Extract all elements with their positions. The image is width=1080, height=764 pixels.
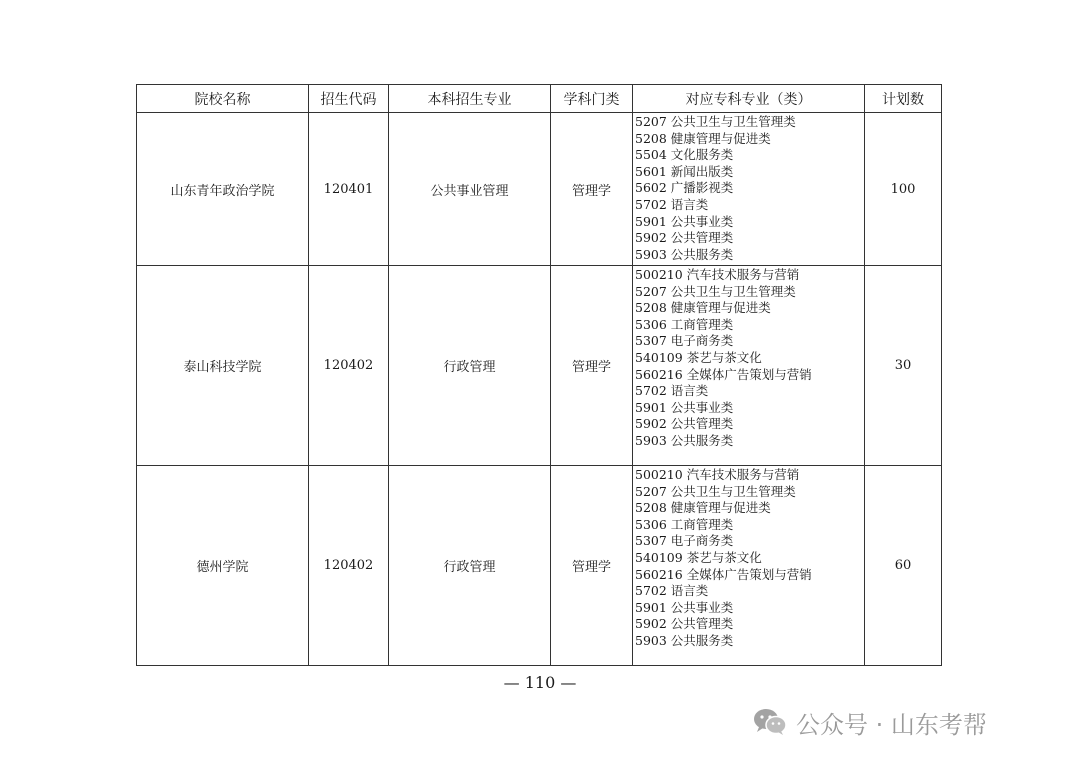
header-plan: 计划数 [865,85,942,113]
enrollment-code: 120402 [309,466,389,666]
associate-major-item: 500210 汽车技术服务与营销 [635,467,800,482]
enrollment-code: 120402 [309,266,389,466]
header-major: 本科招生专业 [389,85,551,113]
page-number: — 110 — [503,673,577,692]
associate-major-item: 5208 健康管理与促进类 [635,130,771,146]
table-header-row [137,85,942,113]
undergrad-major: 行政管理 [389,266,551,466]
undergrad-major: 公共事业管理 [389,113,551,266]
associate-major-item: 5901 公共事业类 [635,599,734,615]
associate-majors-list [633,266,865,466]
associate-major-item: 5207 公共卫生与卫生管理类 [635,114,796,129]
table-row [137,113,942,266]
associate-major-item: 560216 全媒体广告策划与营销 [635,366,812,382]
associate-major-item: 5902 公共管理类 [635,616,734,632]
associate-major-item: 5207 公共卫生与卫生管理类 [635,283,796,299]
associate-majors-list [633,113,865,266]
header-category: 学科门类 [551,85,633,113]
enrollment-code: 120401 [309,113,389,266]
table-row [137,466,942,666]
associate-major-item: 5903 公共服务类 [635,432,734,448]
discipline-category: 管理学 [551,266,633,466]
associate-major-item: 5903 公共服务类 [635,632,734,648]
associate-major-item: 5702 语言类 [635,383,709,399]
header-school: 院校名称 [137,85,309,113]
associate-major-item: 5306 工商管理类 [635,316,734,332]
watermark-text: 公众号 · 山东考帮 [796,710,987,739]
associate-major-item: 540109 茶艺与茶文化 [635,349,762,365]
associate-major-item: 5902 公共管理类 [635,230,734,246]
school-name: 山东青年政治学院 [137,113,309,266]
discipline-category: 管理学 [551,466,633,666]
admission-table-container [136,84,941,666]
associate-majors-list [633,466,865,666]
associate-major-item: 5307 电子商务类 [635,333,734,349]
associate-major-item: 5307 电子商务类 [635,533,734,549]
admission-table [136,84,942,666]
table-row [137,266,942,466]
header-code: 招生代码 [309,85,389,113]
associate-major-item: 5208 健康管理与促进类 [635,300,771,316]
associate-major-item: 500210 汽车技术服务与营销 [635,267,800,282]
header-associate-majors: 对应专科专业（类） [633,85,865,113]
associate-major-item: 5208 健康管理与促进类 [635,500,771,516]
associate-major-item: 5601 新闻出版类 [635,163,734,179]
plan-count: 100 [865,113,942,266]
associate-major-item: 5602 广播影视类 [635,180,734,196]
plan-count: 60 [865,466,942,666]
discipline-category: 管理学 [551,113,633,266]
associate-major-item: 540109 茶艺与茶文化 [635,549,762,565]
wechat-icon [752,707,788,737]
associate-major-item: 5504 文化服务类 [635,147,734,163]
school-name: 德州学院 [137,466,309,666]
associate-major-item: 5901 公共事业类 [635,213,734,229]
watermark [752,702,987,742]
undergrad-major: 行政管理 [389,466,551,666]
associate-major-item: 5901 公共事业类 [635,399,734,415]
associate-major-item: 5702 语言类 [635,583,709,599]
plan-count: 30 [865,266,942,466]
school-name: 泰山科技学院 [137,266,309,466]
associate-major-item: 5903 公共服务类 [635,246,734,262]
associate-major-item: 560216 全媒体广告策划与营销 [635,566,812,582]
associate-major-item: 5306 工商管理类 [635,516,734,532]
associate-major-item: 5902 公共管理类 [635,416,734,432]
associate-major-item: 5207 公共卫生与卫生管理类 [635,483,796,499]
associate-major-item: 5702 语言类 [635,196,709,212]
